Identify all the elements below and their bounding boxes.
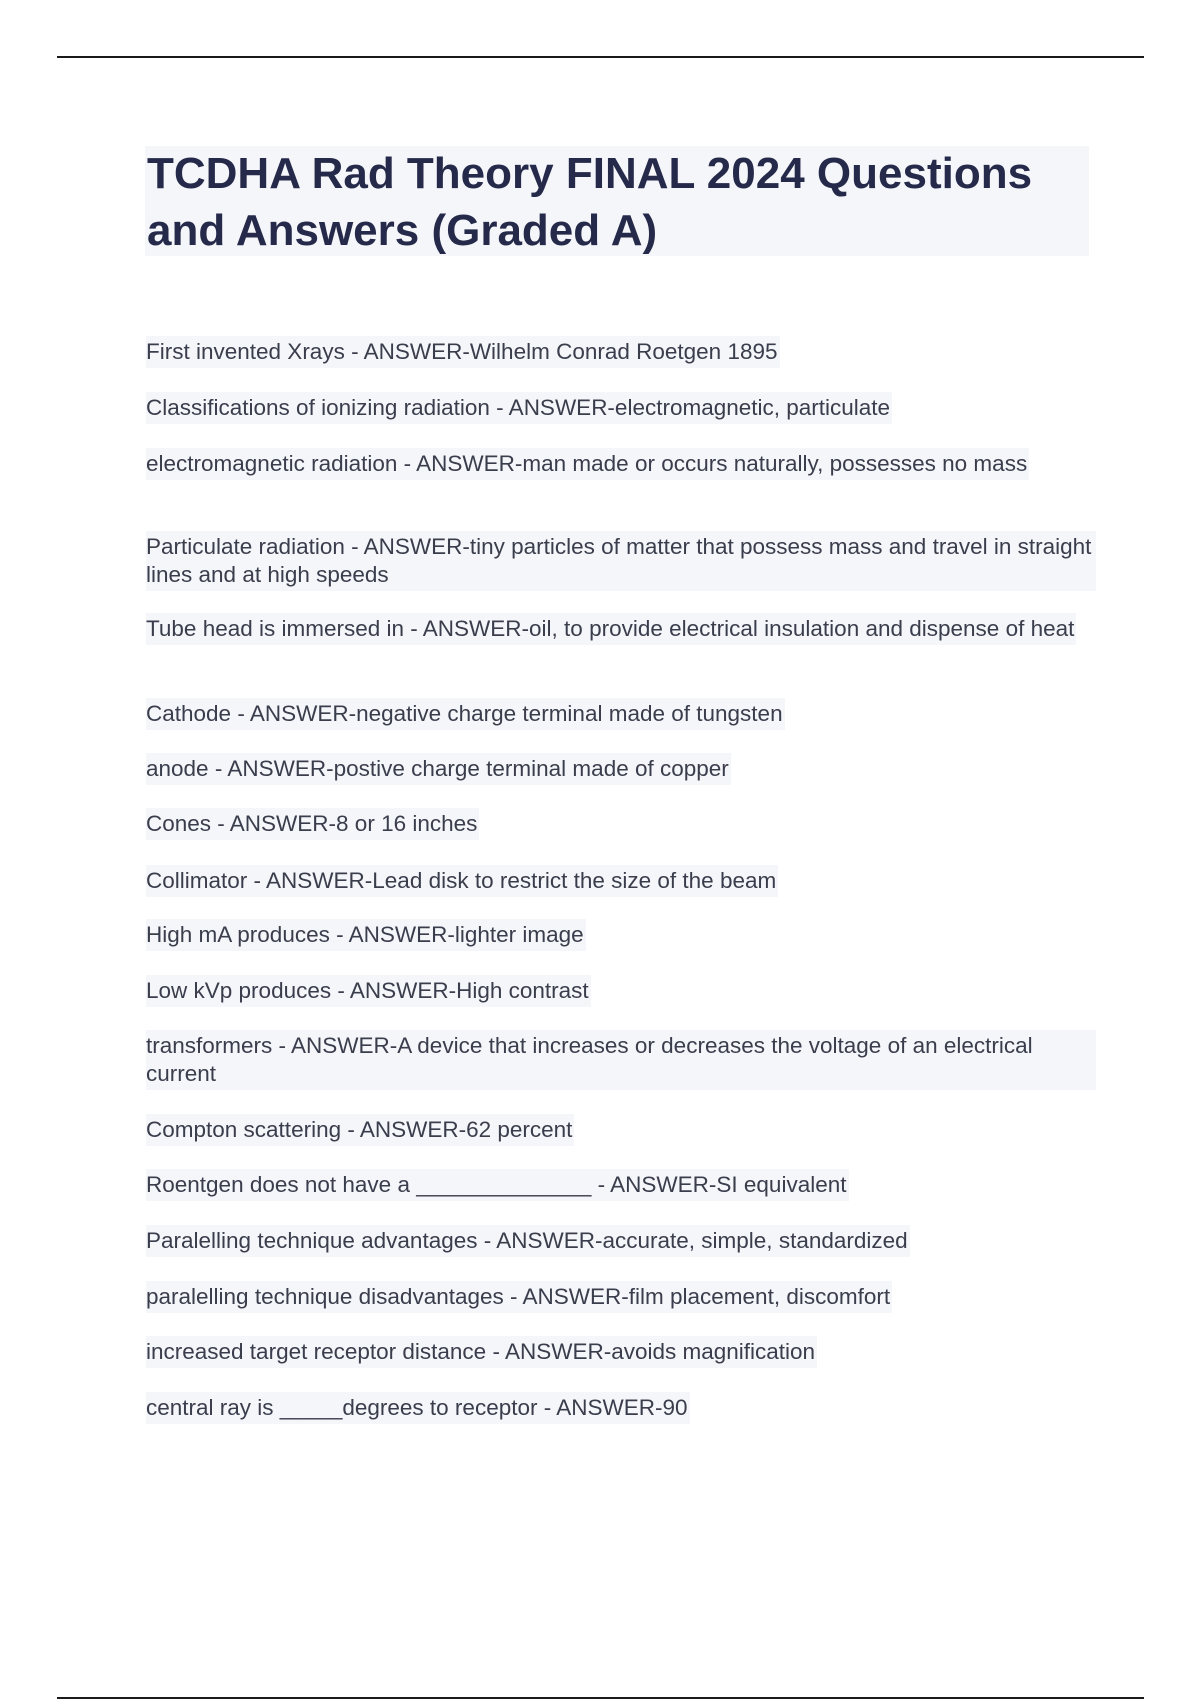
qa-item-text: central ray is _____degrees to receptor - ANSWER-90 — [146, 1392, 690, 1424]
qa-item-text: Paralelling technique advantages - ANSWER-accurate, simple, standardized — [146, 1225, 910, 1257]
qa-item-text: Low kVp produces - ANSWER-High contrast — [146, 975, 591, 1007]
qa-item-text: transformers - ANSWER-A device that increases or decreases the voltage of an electrical current — [146, 1030, 1096, 1090]
bottom-rule — [57, 1697, 1144, 1699]
document-title: TCDHA Rad Theory FINAL 2024 Questions and Answers (Graded A) — [147, 149, 1033, 255]
qa-item — [146, 1114, 1096, 1146]
top-rule — [57, 56, 1144, 58]
qa-item — [146, 613, 1096, 645]
qa-item-text: Roentgen does not have a ______________ - ANSWER-SI equivalent — [146, 1169, 849, 1201]
qa-item-text: Particulate radiation - ANSWER-tiny particles of matter that possess mass and travel in straight lines and at high speeds — [146, 531, 1096, 591]
qa-item — [146, 975, 1096, 1007]
qa-item-text: increased target receptor distance - ANSWER-avoids magnification — [146, 1336, 817, 1368]
qa-item-text: First invented Xrays - ANSWER-Wilhelm Conrad Roetgen 1895 — [146, 336, 780, 368]
qa-item-text: High mA produces - ANSWER-lighter image — [146, 919, 586, 951]
qa-item-text: electromagnetic radiation - ANSWER-man made or occurs naturally, possesses no mass — [146, 448, 1029, 480]
qa-item — [146, 1392, 1096, 1424]
qa-item-text: Collimator - ANSWER-Lead disk to restrict the size of the beam — [146, 865, 778, 897]
qa-item — [146, 1281, 1096, 1313]
qa-item — [146, 698, 1096, 730]
qa-item — [146, 919, 1096, 951]
qa-item — [146, 336, 1096, 368]
qa-item-text: Tube head is immersed in - ANSWER-oil, to provide electrical insulation and dispense of heat — [146, 613, 1076, 645]
qa-item — [146, 1336, 1096, 1368]
qa-item — [146, 1225, 1096, 1257]
qa-item — [146, 753, 1096, 785]
qa-item-text: Cones - ANSWER-8 or 16 inches — [146, 808, 479, 840]
qa-item-text: Classifications of ionizing radiation - ANSWER-electromagnetic, particulate — [146, 392, 892, 424]
qa-item — [146, 392, 1096, 424]
qa-item — [146, 1169, 1096, 1201]
qa-item — [146, 1030, 1096, 1090]
qa-item-text: anode - ANSWER-postive charge terminal made of copper — [146, 753, 731, 785]
qa-item — [146, 865, 1096, 897]
qa-item-text: Compton scattering - ANSWER-62 percent — [146, 1114, 574, 1146]
qa-item — [146, 448, 1096, 480]
qa-item — [146, 531, 1096, 591]
qa-item — [146, 808, 1096, 840]
qa-item-text: Cathode - ANSWER-negative charge terminal made of tungsten — [146, 698, 785, 730]
qa-item-text: paralelling technique disadvantages - ANSWER-film placement, discomfort — [146, 1281, 892, 1313]
